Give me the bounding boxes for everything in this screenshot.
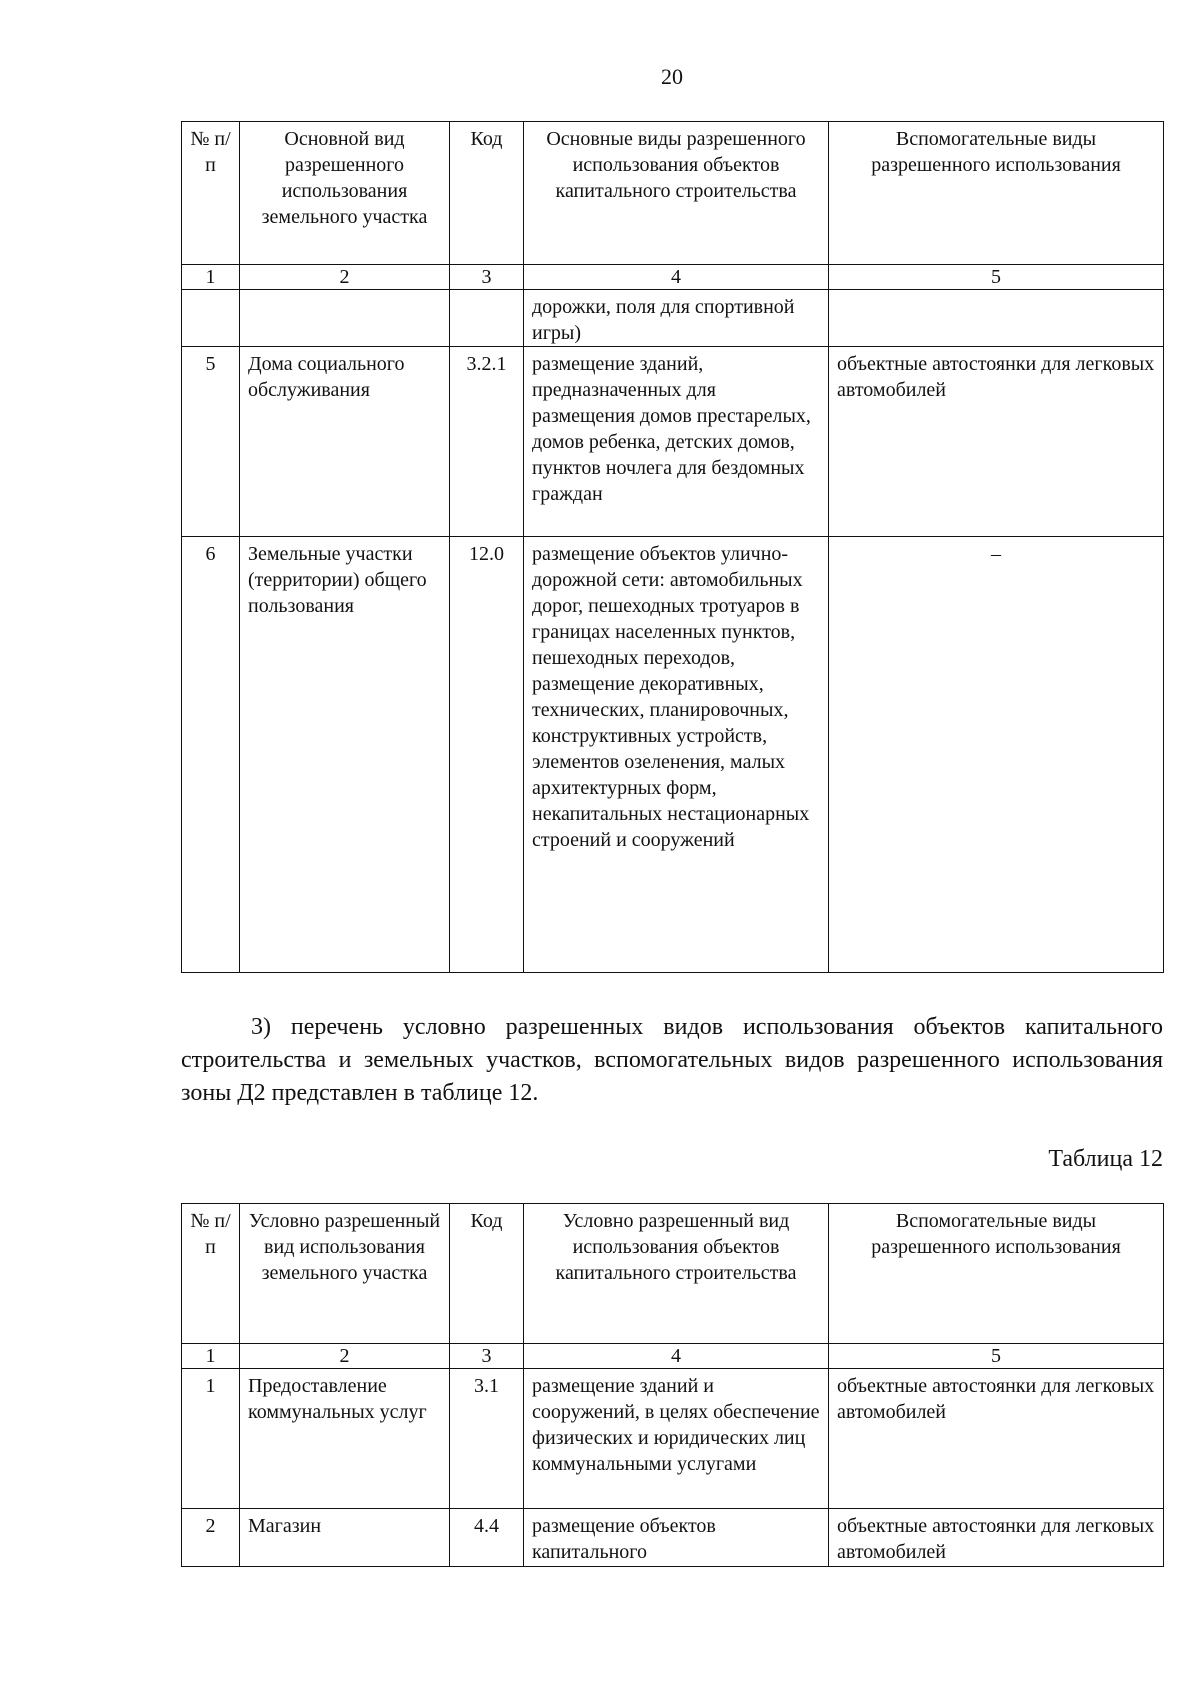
cell-code: 3.2.1 [450, 347, 524, 537]
header-code: Код [450, 1204, 524, 1344]
cell-number: 6 [182, 537, 240, 973]
column-number-row [182, 1344, 1164, 1369]
cell-code: 12.0 [450, 537, 524, 973]
cell-land-use: Земельные участки (территории) общего пользования [240, 537, 450, 973]
cell-number [182, 290, 240, 347]
cell-number: 5 [182, 347, 240, 537]
header-number: № п/п [182, 1204, 240, 1344]
body-paragraph: 3) перечень условно разрешенных видов использования объектов капитального строительства и земельных участков, вспомогательных видов разрешенного использования зоны Д2 представлен в таблице 12. [181, 1014, 1163, 1106]
header-conditional-building-use: Условно разрешенный вид использования объектов капитального строительства [524, 1204, 829, 1344]
cell-number: 1 [182, 1369, 240, 1509]
header-auxiliary-use: Вспомогательные виды разрешенного использования [829, 1204, 1164, 1344]
header-number: № п/п [182, 122, 240, 265]
column-number: 1 [182, 265, 240, 290]
header-main-land-use: Основной вид разрешенного использования земельного участка [240, 122, 450, 265]
column-number: 5 [829, 1344, 1164, 1369]
cell-land-use [240, 290, 450, 347]
cell-number: 2 [182, 1509, 240, 1567]
cell-auxiliary-use: объектные автостоянки для легковых автомобилей [829, 1509, 1164, 1567]
cell-auxiliary-use: объектные автостоянки для легковых автомобилей [829, 347, 1164, 537]
table-header-row [182, 1204, 1164, 1344]
cell-building-use: размещение зданий и сооружений, в целях обеспечение физических и юридических лиц коммунальными услугами [524, 1369, 829, 1509]
cell-code: 3.1 [450, 1369, 524, 1509]
header-code: Код [450, 122, 524, 265]
cell-building-use: размещение объектов капитального [524, 1509, 829, 1567]
table-row [182, 1369, 1164, 1509]
cell-land-use: Предоставление коммунальных услуг [240, 1369, 450, 1509]
conditional-use-table [181, 1203, 1164, 1567]
header-main-building-use: Основные виды разрешенного использования объектов капитального строительства [524, 122, 829, 265]
table-caption: Таблица 12 [1048, 1146, 1163, 1172]
column-number-row [182, 265, 1164, 290]
cell-code: 4.4 [450, 1509, 524, 1567]
column-number: 2 [240, 1344, 450, 1369]
page-number: 20 [661, 64, 683, 89]
cell-building-use: дорожки, поля для спортивной игры) [524, 290, 829, 347]
header-auxiliary-use: Вспомогательные виды разрешенного использования [829, 122, 1164, 265]
cell-land-use: Магазин [240, 1509, 450, 1567]
permitted-use-table [181, 121, 1164, 973]
table-row [182, 290, 1164, 347]
column-number: 3 [450, 265, 524, 290]
cell-code [450, 290, 524, 347]
table-header-row [182, 122, 1164, 265]
column-number: 3 [450, 1344, 524, 1369]
table-row [182, 1509, 1164, 1567]
cell-auxiliary-use: – [829, 537, 1164, 973]
cell-auxiliary-use: объектные автостоянки для легковых автомобилей [829, 1369, 1164, 1509]
column-number: 4 [524, 1344, 829, 1369]
column-number: 5 [829, 265, 1164, 290]
cell-auxiliary-use [829, 290, 1164, 347]
column-number: 2 [240, 265, 450, 290]
table-row [182, 537, 1164, 973]
cell-building-use: размещение объектов улично-дорожной сети: автомобильных дорог, пешеходных тротуаров в границах населенных пунктов, пешеходных переходов, размещение декоративных, технических, планировочных, конструктивных устройств, элементов озеленения, малых архитектурных форм, некапитальных нестационарных строений и сооружений [524, 537, 829, 973]
column-number: 1 [182, 1344, 240, 1369]
column-number: 4 [524, 265, 829, 290]
table-row [182, 347, 1164, 537]
cell-land-use: Дома социального обслуживания [240, 347, 450, 537]
cell-building-use: размещение зданий, предназначенных для размещения домов престарелых, домов ребенка, детских домов, пунктов ночлега для бездомных граждан [524, 347, 829, 537]
header-conditional-land-use: Условно разрешенный вид использования земельного участка [240, 1204, 450, 1344]
